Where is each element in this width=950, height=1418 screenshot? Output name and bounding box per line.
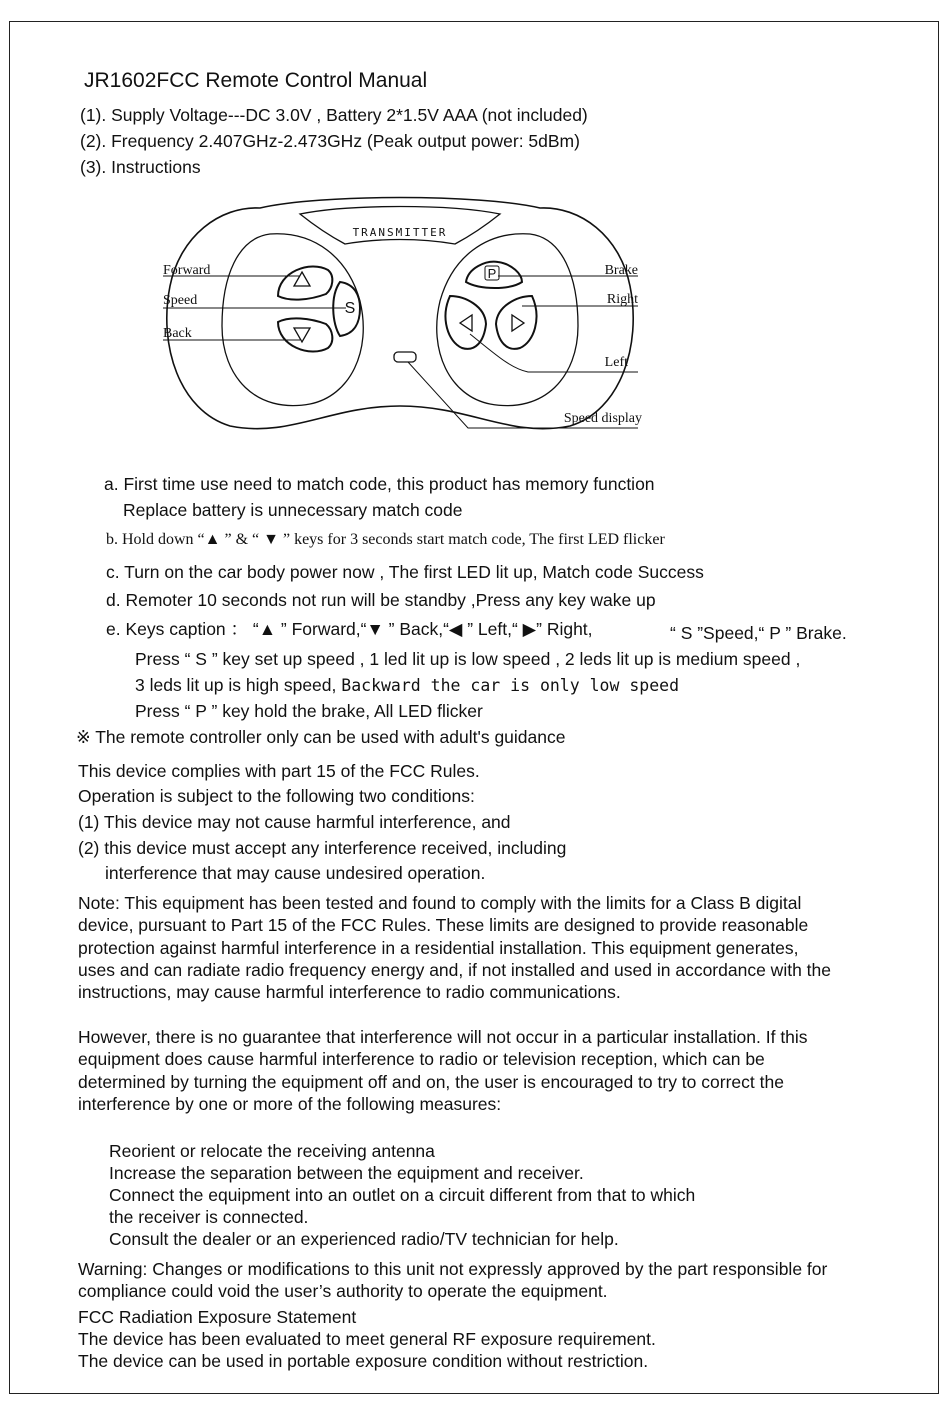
spec-supply-voltage: (1). Supply Voltage---DC 3.0V , Battery 2*1.5V AAA (not included) [80, 105, 588, 125]
label-right: Right [606, 292, 638, 307]
forward-arrow-icon [294, 272, 310, 286]
right-pad-outline [437, 234, 578, 406]
instruction-d: d. Remoter 10 seconds not run will be standby ,Press any key wake up [106, 590, 656, 610]
speed-display-led [394, 352, 416, 362]
fcc-note-paragraph: Note: This equipment has been tested and found to comply with the limits for a Class B digital device, pursuant to Part 15 of the FCC Rules. These limits are designed to provide reasonable protection against harmful interference in a residential installation. This equipment generates, uses and can radiate radio frequency energy and, if not installed and used in accordance with the instructions, may cause harmful interference to radio communications. [78, 893, 831, 1003]
fcc-line-1: This device complies with part 15 of the FCC Rules. [78, 761, 480, 781]
fcc-warning: Warning: Changes or modifications to this unit not expressly approved by the part responsible for compliance could void the user’s authority to operate the equipment. [78, 1259, 828, 1302]
instruction-e-line3b: Backward the car is only low speed [341, 676, 680, 695]
fcc-line-2: Operation is subject to the following two conditions: [78, 786, 475, 806]
instruction-e-line4: Press “ P ” key hold the brake, All LED flicker [135, 701, 483, 721]
adult-guidance-note: ※ The remote controller only can be used with adult's guidance [76, 727, 566, 747]
speed-button [333, 282, 360, 336]
measure-4: Consult the dealer or an experienced radio/TV technician for help. [109, 1229, 619, 1249]
rf-exposure-line-2: The device can be used in portable exposure condition without restriction. [78, 1351, 649, 1371]
instruction-a-line1: a. First time use need to match code, this product has memory function [104, 474, 655, 494]
instruction-e-line1: e. Keys caption ： “▲ ” Forward,“▼ ” Back,“◀ ” Left,“ ▶” Right, [106, 619, 593, 639]
right-arrow-icon [512, 315, 524, 331]
measure-3: Connect the equipment into an outlet on a circuit different from that to which [109, 1185, 696, 1205]
measure-2: Increase the separation between the equipment and receiver. [109, 1163, 584, 1183]
transmitter-diagram [150, 196, 650, 436]
spec-frequency: (2). Frequency 2.407GHz-2.473GHz (Peak output power: 5dBm) [80, 131, 580, 151]
instruction-b: b. Hold down “▲ ” & “ ▼ ” keys for 3 seconds start match code, The first LED flicker [106, 531, 665, 548]
fcc-line-4: (2) this device must accept any interference received, including [78, 838, 567, 858]
label-speed-display: Speed display [563, 411, 642, 426]
label-speed: Speed [163, 293, 198, 308]
brake-button-letter: P [487, 266, 497, 281]
transmitter-label: TRANSMITTER [352, 226, 448, 239]
measure-3-cont: the receiver is connected. [109, 1207, 309, 1227]
back-button [278, 318, 332, 351]
instruction-e-line2: Press “ S ” key set up speed , 1 led lit up is low speed , 2 leds lit up is medium speed , [135, 649, 801, 669]
instruction-e-line3a: 3 leds lit up is high speed, [135, 675, 337, 695]
left-pad-outline [222, 234, 363, 406]
brake-button [466, 262, 522, 288]
instruction-e-line1-cont: “ S ”Speed,“ P ” Brake. [670, 623, 847, 643]
spec-instructions: (3). Instructions [80, 157, 201, 177]
label-brake: Brake [604, 263, 638, 278]
rf-exposure-title: FCC Radiation Exposure Statement [78, 1307, 357, 1327]
left-arrow-icon [460, 315, 472, 331]
rf-exposure-line-1: The device has been evaluated to meet general RF exposure requirement. [78, 1329, 656, 1349]
label-forward: Forward [163, 263, 211, 278]
forward-button [278, 266, 332, 299]
fcc-guarantee-paragraph: However, there is no guarantee that interference will not occur in a particular installation. If this equipment does cause harmful interference to radio or television reception, which can be determined by turning the equipment off and on, the user is encouraged to try to correct the interference by one or more of the following measures: [78, 1027, 808, 1114]
instruction-c: c. Turn on the car body power now , The first LED lit up, Match code Success [106, 562, 704, 582]
instruction-e-line3 [135, 674, 679, 697]
fcc-line-5: interference that may cause undesired operation. [105, 863, 486, 883]
label-left: Left [604, 355, 628, 370]
fcc-line-3: (1) This device may not cause harmful interference, and [78, 812, 511, 832]
measure-1: Reorient or relocate the receiving antenna [109, 1141, 435, 1161]
left-button [446, 296, 486, 349]
label-back: Back [163, 326, 192, 341]
right-button [496, 296, 536, 349]
speed-button-letter: S [344, 300, 356, 317]
instruction-a-line2: Replace battery is unnecessary match code [123, 500, 463, 520]
manual-title: JR1602FCC Remote Control Manual [84, 69, 428, 92]
